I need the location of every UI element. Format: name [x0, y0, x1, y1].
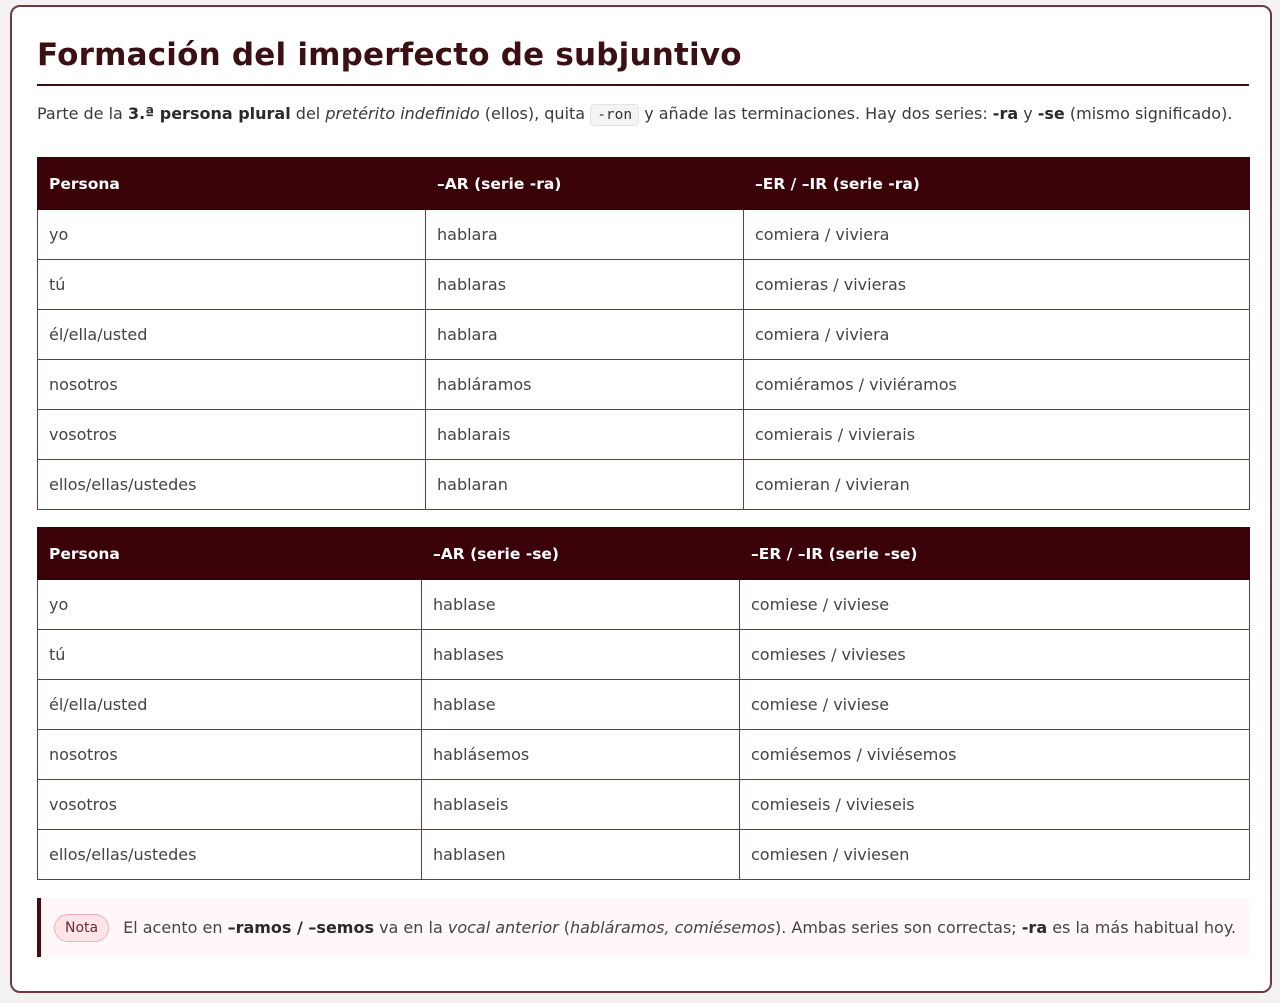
note-text-part: ( [558, 918, 571, 937]
table-row [38, 210, 1250, 260]
intro-italic: pretérito indefinido [325, 104, 480, 123]
ar-form-cell: hablara [426, 210, 744, 260]
note-text-part: va en la [373, 918, 448, 937]
column-header: –ER / –IR (serie -se) [740, 528, 1250, 580]
intro-text: y [1018, 104, 1038, 123]
table-row [38, 410, 1250, 460]
table-row [38, 310, 1250, 360]
persona-cell: nosotros [38, 730, 422, 780]
intro-bold: -se [1037, 104, 1065, 123]
intro-bold: -ra [992, 104, 1019, 123]
persona-cell: vosotros [38, 410, 426, 460]
er-ir-form-cell: comiesen / viviesen [740, 830, 1250, 880]
er-ir-form-cell: comiese / viviese [740, 580, 1250, 630]
conjugation-table-ra [37, 157, 1250, 510]
note-text-part: El acento en [123, 918, 228, 937]
ar-form-cell: hablaseis [422, 780, 740, 830]
column-header: –AR (serie -se) [422, 528, 740, 580]
persona-cell: tú [38, 630, 422, 680]
intro-text: Parte de la [37, 104, 128, 123]
table-header-row [38, 528, 1250, 580]
persona-cell: tú [38, 260, 426, 310]
table-row [38, 680, 1250, 730]
column-header: Persona [38, 158, 426, 210]
persona-cell: vosotros [38, 780, 422, 830]
table-row [38, 460, 1250, 510]
intro-paragraph [37, 102, 1232, 127]
table-row [38, 630, 1250, 680]
table-row [38, 780, 1250, 830]
persona-cell: él/ella/usted [38, 680, 422, 730]
ar-form-cell: hablase [422, 680, 740, 730]
intro-text: y añade las terminaciones. Hay dos series: [639, 104, 993, 123]
ar-form-cell: hablara [426, 310, 744, 360]
column-header: –ER / –IR (serie -ra) [744, 158, 1250, 210]
intro-text: (ellos), quita [479, 104, 591, 123]
ar-form-cell: hablases [422, 630, 740, 680]
page-title: Formación del imperfecto de subjuntivo [37, 37, 742, 73]
er-ir-form-cell: comieras / vivieras [744, 260, 1250, 310]
er-ir-form-cell: comiera / viviera [744, 210, 1250, 260]
persona-cell: yo [38, 210, 426, 260]
ar-form-cell: hablaras [426, 260, 744, 310]
ar-form-cell: hablasen [422, 830, 740, 880]
er-ir-form-cell: comieses / vivieses [740, 630, 1250, 680]
persona-cell: ellos/ellas/ustedes [38, 830, 422, 880]
note-italic: vocal anterior [447, 918, 559, 937]
persona-cell: nosotros [38, 360, 426, 410]
content-card [10, 5, 1272, 993]
table-header-row [38, 158, 1250, 210]
persona-cell: ellos/ellas/ustedes [38, 460, 426, 510]
inline-code: -ron [590, 104, 639, 126]
table-row [38, 260, 1250, 310]
ar-form-cell: hablase [422, 580, 740, 630]
note-bold: -ra [1021, 918, 1048, 937]
note-callout [37, 898, 1249, 957]
persona-cell: yo [38, 580, 422, 630]
er-ir-form-cell: comiera / viviera [744, 310, 1250, 360]
er-ir-form-cell: comiésemos / viviésemos [740, 730, 1250, 780]
er-ir-form-cell: comierais / vivierais [744, 410, 1250, 460]
conjugation-table-se [37, 527, 1250, 880]
note-text-part: ). Ambas series son correctas; [774, 918, 1022, 937]
note-text-part: es la más habitual hoy. [1047, 918, 1237, 937]
er-ir-form-cell: comieseis / vivieseis [740, 780, 1250, 830]
column-header: –AR (serie -ra) [426, 158, 744, 210]
intro-bold: 3.ª persona plural [127, 104, 291, 123]
ar-form-cell: hablásemos [422, 730, 740, 780]
ar-form-cell: hablarais [426, 410, 744, 460]
table-row [38, 580, 1250, 630]
column-header: Persona [38, 528, 422, 580]
ar-form-cell: hablaran [426, 460, 744, 510]
table-row [38, 360, 1250, 410]
note-badge: Nota [54, 914, 109, 942]
intro-text: del [290, 104, 326, 123]
title-divider [37, 84, 1249, 86]
table-row [38, 730, 1250, 780]
table-row [38, 830, 1250, 880]
er-ir-form-cell: comiese / viviese [740, 680, 1250, 730]
er-ir-form-cell: comiéramos / viviéramos [744, 360, 1250, 410]
intro-text: (mismo significado). [1064, 104, 1233, 123]
note-bold: –ramos / –semos [227, 918, 374, 937]
ar-form-cell: habláramos [426, 360, 744, 410]
er-ir-form-cell: comieran / vivieran [744, 460, 1250, 510]
note-text [123, 918, 1236, 937]
persona-cell: él/ella/usted [38, 310, 426, 360]
note-italic: habláramos, comiésemos [570, 918, 775, 937]
